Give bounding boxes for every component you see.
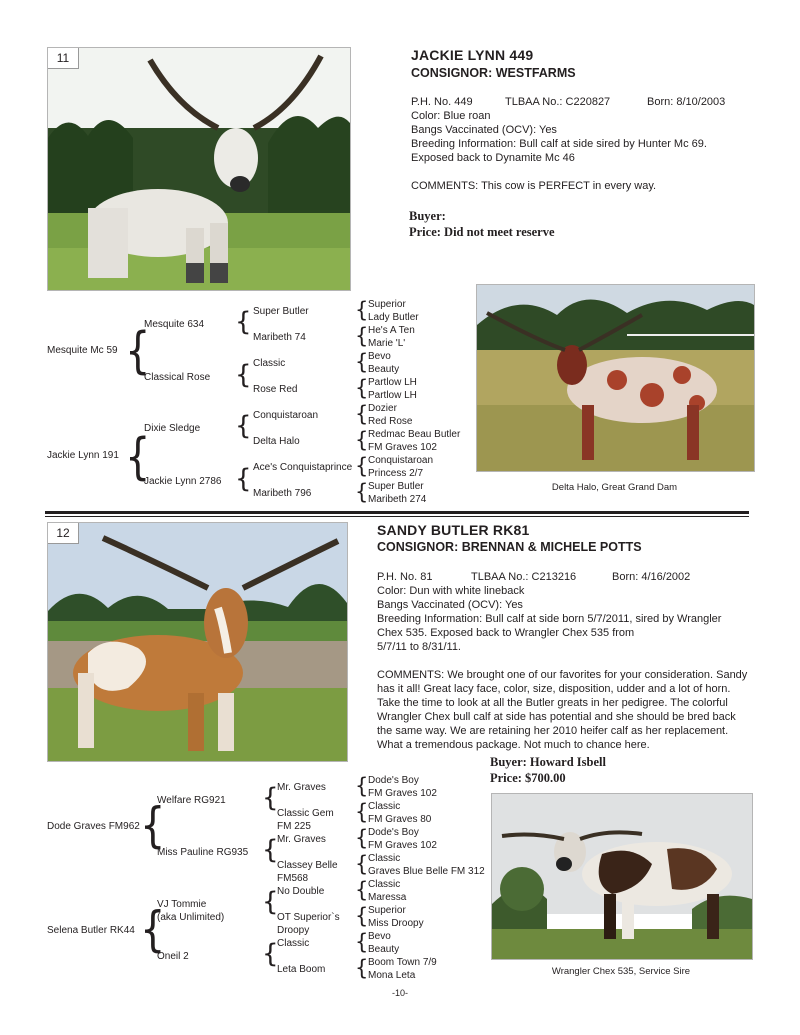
lot-11-color: Color: Blue roan [411, 110, 491, 122]
lot-11-buyer: Buyer: [409, 209, 446, 223]
lot-divider [45, 511, 749, 514]
lot-12-comments-line: Wrangler Chex bull calf at side has potential and she should be bred back [377, 711, 736, 723]
pedigree-gen3: Delta Halo [253, 436, 300, 447]
pedigree-gen4: Boom Town 7/9 [368, 957, 437, 968]
pedigree-brace: { [355, 454, 369, 478]
pedigree-gen3: Mr. Graves [277, 782, 326, 793]
lot-12-born: Born: 4/16/2002 [612, 571, 691, 583]
pedigree-brace: { [125, 428, 151, 486]
pedigree-gen4: Partlow LH [368, 377, 417, 388]
pedigree-gen2: VJ Tommie [157, 899, 207, 910]
pedigree-gen4: Bevo [368, 931, 391, 942]
pedigree-brace: { [355, 402, 369, 426]
pedigree-brace: { [355, 298, 369, 322]
lot-11-main-photo [47, 47, 351, 291]
pedigree-brace: { [355, 904, 369, 928]
lot-12-main-photo [47, 522, 348, 762]
lot-number: 12 [48, 523, 79, 544]
pedigree-dam: Jackie Lynn 191 [47, 450, 119, 461]
pedigree-brace: { [262, 887, 279, 917]
pedigree-gen4: Miss Droopy [368, 918, 424, 929]
pedigree-gen4: Lady Butler [368, 312, 419, 323]
lot-12-comments-line: has it all! Great lacy face, color, size, disposition, udder and a lot of horn. [377, 683, 731, 695]
lot-12-breeding-line: Chex 535. Exposed back to Wrangler Chex 535 from [377, 627, 635, 639]
lot-12-color: Color: Dun with white lineback [377, 585, 525, 597]
pedigree-gen3: Conquistaroan [253, 410, 319, 421]
lot-11-born: Born: 8/10/2003 [647, 96, 726, 108]
pedigree-gen4: Mona Leta [368, 970, 416, 981]
pedigree-brace: { [235, 464, 252, 494]
pedigree-gen4: FM Graves 102 [368, 788, 437, 799]
pedigree-gen2: Classical Rose [144, 372, 211, 383]
pedigree-brace: { [262, 939, 279, 969]
pedigree-brace: { [355, 376, 369, 400]
pedigree-sire: Mesquite Mc 59 [47, 345, 118, 356]
pedigree-gen4: Graves Blue Belle FM 312 [368, 866, 485, 877]
pedigree-brace: { [355, 930, 369, 954]
cow-photo-sandy-butler [48, 523, 347, 761]
pedigree-brace: { [140, 902, 166, 958]
pedigree-gen4: Maressa [368, 892, 407, 903]
pedigree-brace: { [355, 826, 369, 850]
cow-photo-delta-halo [477, 285, 754, 471]
pedigree-dam: Selena Butler RK44 [47, 925, 135, 936]
pedigree-gen4: Partlow LH [368, 390, 417, 401]
lot-12-comments-line: What a tremendous package. Not much to chance here. [377, 739, 650, 751]
lot-11-comments: COMMENTS: This cow is PERFECT in every way. [411, 180, 657, 192]
pedigree-brace: { [355, 480, 369, 504]
lot-12-comments-line: the same way. We are retaining her 2010 heifer calf as her replacement. [377, 725, 729, 737]
pedigree-brace: { [235, 411, 252, 441]
pedigree-gen4: Super Butler [368, 481, 424, 492]
pedigree-gen4: Red Rose [368, 416, 413, 427]
pedigree-gen4: FM Graves 102 [368, 442, 437, 453]
pedigree-gen4: Dozier [368, 403, 397, 414]
lot-12-ph-number: P.H. No. 81 [377, 571, 433, 583]
pedigree-gen4: Superior [368, 299, 406, 310]
pedigree-gen2: (aka Unlimited) [157, 912, 225, 923]
lot-12-bangs: Bangs Vaccinated (OCV): Yes [377, 599, 523, 611]
lot-11-bangs: Bangs Vaccinated (OCV): Yes [411, 124, 557, 136]
pedigree-gen3: Rose Red [253, 384, 298, 395]
pedigree-brace: { [355, 800, 369, 824]
pedigree-gen3: Maribeth 796 [253, 488, 312, 499]
pedigree-brace: { [262, 835, 279, 865]
pedigree-gen4: Classic [368, 879, 401, 890]
lot-12-photo-caption: Wrangler Chex 535, Service Sire [551, 966, 691, 977]
pedigree-gen4: Beauty [368, 364, 400, 375]
pedigree-gen4: Superior [368, 905, 406, 916]
pedigree-brace: { [355, 956, 369, 980]
lot-11-tlbaa-number: TLBAA No.: C220827 [505, 96, 611, 108]
pedigree-gen3: Ace's Conquistaprince [253, 462, 353, 473]
pedigree-gen3: No Double [277, 886, 325, 897]
lot-12-buyer: Buyer: Howard Isbell [490, 755, 606, 769]
pedigree-brace: { [140, 798, 166, 854]
pedigree-gen3: Leta Boom [277, 964, 326, 975]
pedigree-sire: Dode Graves FM962 [47, 821, 140, 832]
lot-11-ph-number: P.H. No. 449 [411, 96, 473, 108]
pedigree-brace: { [235, 360, 252, 390]
pedigree-gen2: Mesquite 634 [144, 319, 205, 330]
pedigree-gen4: Beauty [368, 944, 400, 955]
pedigree-brace: { [355, 324, 369, 348]
lot-11-consignor: CONSIGNOR: WESTFARMS [411, 66, 576, 80]
pedigree-gen2: Dixie Sledge [144, 423, 201, 434]
pedigree-gen2: Miss Pauline RG935 [157, 847, 249, 858]
lot-11-breeding-line: Exposed back to Dynamite Mc 46 [411, 152, 575, 164]
pedigree-gen4: Dode's Boy [368, 827, 419, 838]
lot-number: 11 [48, 48, 79, 69]
lot-12-comments-line: Take the time to look at all the Butler greats in her pedigree. The colorful [377, 697, 728, 709]
pedigree-gen3: Classey Belle [277, 860, 338, 871]
pedigree-gen4: FM Graves 80 [368, 814, 432, 825]
pedigree-brace: { [355, 350, 369, 374]
pedigree-gen3: Super Butler [253, 306, 309, 317]
cow-photo-wrangler-chex [492, 794, 752, 959]
pedigree-gen4: Conquistaroan [368, 455, 434, 466]
pedigree-brace: { [355, 852, 369, 876]
lot-11-title: JACKIE LYNN 449 [411, 47, 534, 63]
pedigree-brace: { [262, 783, 279, 813]
lot-11-price: Price: Did not meet reserve [409, 225, 555, 239]
pedigree-gen4: Dode's Boy [368, 775, 419, 786]
pedigree-gen3: Mr. Graves [277, 834, 326, 845]
lot-12-consignor: CONSIGNOR: BRENNAN & MICHELE POTTS [377, 540, 642, 554]
pedigree-gen4: Classic [368, 853, 401, 864]
page-number: -10- [391, 988, 408, 998]
pedigree-gen3: FM 225 [277, 821, 311, 832]
lot-12-price: Price: $700.00 [490, 771, 566, 785]
pedigree-gen3: FM568 [277, 873, 309, 884]
pedigree-gen4: Maribeth 274 [368, 494, 427, 505]
pedigree-gen3: Classic Gem [277, 808, 334, 819]
lot-12-comments-line: COMMENTS: We brought one of our favorites for your consideration. Sandy [377, 669, 748, 681]
pedigree-brace: { [355, 428, 369, 452]
pedigree-gen3: Droopy [277, 925, 310, 936]
lot-12-title: SANDY BUTLER RK81 [377, 522, 530, 538]
pedigree-gen2: Jackie Lynn 2786 [144, 476, 222, 487]
pedigree-gen4: He's A Ten [368, 325, 415, 336]
pedigree-brace: { [355, 774, 369, 798]
pedigree-gen3: OT Superior`s [277, 912, 340, 923]
lot-12-tlbaa-number: TLBAA No.: C213216 [471, 571, 577, 583]
pedigree-gen2: Oneil 2 [157, 951, 189, 962]
pedigree-brace: { [125, 322, 151, 380]
lot-12-breeding-line: 5/7/11 to 8/31/11. [377, 641, 461, 653]
lot-12-breeding-line: Breeding Information: Bull calf at side born 5/7/2011, sired by Wrangler [377, 613, 722, 625]
pedigree-brace: { [355, 878, 369, 902]
pedigree-gen3: Classic [253, 358, 286, 369]
lot-11-photo-caption: Delta Halo, Great Grand Dam [551, 482, 678, 493]
lot-12-sire-photo [491, 793, 753, 960]
pedigree-gen4: FM Graves 102 [368, 840, 437, 851]
pedigree-gen2: Welfare RG921 [157, 795, 226, 806]
lot-11-breeding-line: Breeding Information: Bull calf at side sired by Hunter Mc 69. [411, 138, 707, 150]
pedigree-gen3: Classic [277, 938, 310, 949]
pedigree-gen3: Maribeth 74 [253, 332, 306, 343]
pedigree-gen4: Classic [368, 801, 401, 812]
pedigree-gen4: Marie 'L' [368, 338, 406, 349]
pedigree-gen4: Princess 2/7 [368, 468, 424, 479]
pedigree-gen4: Bevo [368, 351, 391, 362]
cow-photo-jackie-lynn [48, 48, 350, 290]
lot-divider [45, 516, 749, 517]
pedigree-gen4: Redmac Beau Butler [368, 429, 461, 440]
pedigree-brace: { [235, 307, 252, 337]
lot-11-relative-photo [476, 284, 755, 472]
